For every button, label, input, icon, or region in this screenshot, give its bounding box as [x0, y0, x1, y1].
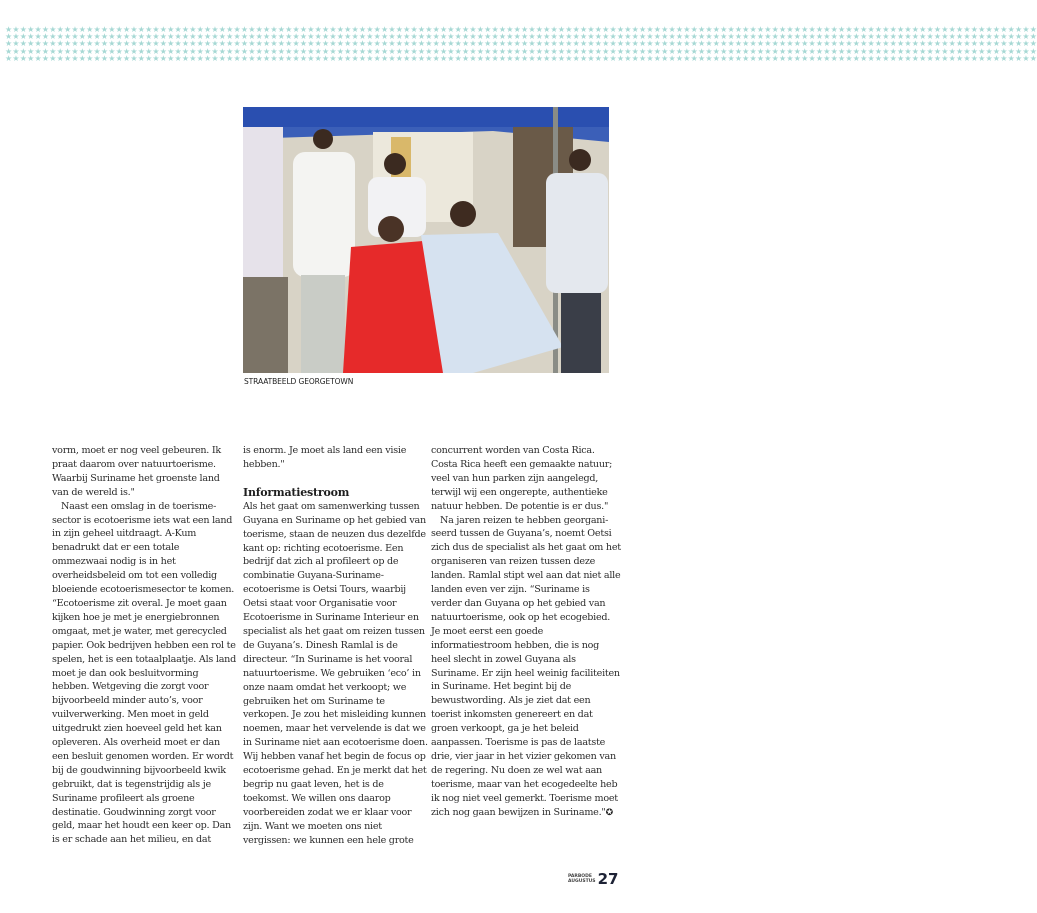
- paragraph: is enorm. Je moet als land een visie hebben.": [243, 445, 407, 470]
- paragraph: concurrent worden van Costa Rica. Costa Rica heeft een gemaakte natuur; veel van hun parken zijn aangelegd, terwijl wij een ongerepte, authentieke natuur hebben. De potentie is er dus.": [431, 445, 613, 512]
- end-of-article-icon: ✪: [605, 807, 613, 818]
- magazine-issue: AUGUSTUS: [568, 879, 596, 884]
- article-column-2: [243, 444, 428, 847]
- star-row: ★★★★★★★★★★★★★★★★★★★★★★★★★★★★★★★★★★★★★★★★★★★★★★★★★★★★★★★★★★★★★★★★★★★★★★★★★★★★★★★★★★★★★★★★★★★★★★★★★★★★★★★★★★★★★★★★★★★★★★★★★★★★★★★★★★★★★★★★★★★★: [5, 53, 1037, 63]
- star-row: ★★★★★★★★★★★★★★★★★★★★★★★★★★★★★★★★★★★★★★★★★★★★★★★★★★★★★★★★★★★★★★★★★★★★★★★★★★★★★★★★★★★★★★★★★★★★★★★★★★★★★★★★★★★★★★★★★★★★★★★★★★★★★★★★★★★★★★★★★★★★: [5, 39, 1037, 49]
- paragraph: [431, 514, 621, 821]
- section-heading: Informatiestroom: [243, 485, 350, 499]
- magazine-name: [568, 874, 596, 884]
- paragraph: Naast een omslag in de toerismesector is ecotoerisme iets wat een land in zijn geheel uitdraagt. A-Kum benadrukt dat er een totale ommezwaai nodig is in het overheidsbeleid om tot een volledig bloeiende ecotoerismesector te komen. “Ecotoerisme zit overal. Je moet gaan kijken hoe je met je energiebronnen omgaat, met je water, met gerecycled papier. Ook bedrijven hebben een rol te spelen, het is een totaalplaatje. Als land moet je dan ook besluitvorming hebben. Wetgeving die zorgt voor bijvoorbeeld minder auto’s, voor vuilverwerking. Men moet in geld uitgedrukt zien hoeveel geld het kan opleveren. Als overheid moet er dan een besluit genomen worden. Er wordt bij de goudwinning bijvoorbeeld kwik gebruikt, dat is tegenstrijdig als je Suriname profileert als groene destinatie. Goudwinning zorgt voor geld, maar het houdt een keer op. Dan is er schade aan het milieu, en dat: [52, 500, 236, 846]
- magazine-title: PARBODE: [568, 874, 592, 879]
- page-number: 27: [597, 870, 619, 888]
- star-row: ★★★★★★★★★★★★★★★★★★★★★★★★★★★★★★★★★★★★★★★★★★★★★★★★★★★★★★★★★★★★★★★★★★★★★★★★★★★★★★★★★★★★★★★★★★★★★★★★★★★★★★★★★★★★★★★★★★★★★★★★★★★★★★★★★★★★★★★★★★★★: [5, 46, 1037, 56]
- article-column-1: [52, 444, 237, 847]
- star-row: ★★★★★★★★★★★★★★★★★★★★★★★★★★★★★★★★★★★★★★★★★★★★★★★★★★★★★★★★★★★★★★★★★★★★★★★★★★★★★★★★★★★★★★★★★★★★★★★★★★★★★★★★★★★★★★★★★★★★★★★★★★★★★★★★★★★★★★★★★★★★: [5, 25, 1037, 34]
- paragraph: Als het gaat om samenwerking tussen Guyana en Suriname op het gebied van toerisme, staan de neuzen dus dezelfde kant op: richting ecotoerisme. Een bedrijf dat zich al profileert op de combinatie Guyana-Suriname-ecotoerisme is Oetsi Tours, waarbij Oetsi staat voor Organisatie voor Ecotoerisme in Suriname Interieur en specialist als het gaat om reizen tussen de Guyana’s. Dinesh Ramlal is de directeur. “In Suriname is het vooral natuurtoerisme. We gebruiken ‘eco’ in onze naam omdat het verkoopt; we gebruiken het om Suriname te verkopen. Je zou het misleiding kunnen noemen, maar het vervelende is dat we in Suriname niet aan ecotoerisme doen. Wij hebben vanaf het begin de focus op ecotoerisme gehad. En je merkt dat het begrip nu gaat leven, het is de toekomst. We willen ons daarop voorbereiden zodat we er klaar voor zijn. Want we moeten ons niet vergissen: we kunnen een hele grote: [243, 500, 428, 846]
- article-column-3: [431, 444, 621, 820]
- photo-illustration: [243, 107, 609, 373]
- page-footer: [568, 870, 618, 888]
- article-photo: [243, 107, 609, 373]
- paragraph-text: Na jaren reizen te hebben georganiseerd tussen de Guyana’s, noemt Oetsi zich dus de specialist als het gaat om het organiseren van reizen tussen deze landen. Ramlal stipt wel aan dat niet alle landen even ver zijn. “Suriname is verder dan Guyana op het gebied van natuurtoerisme, ook op het ecogebied. Je moet eerst een goede informatiestroom hebben, die is nog heel slecht in zowel Guyana als Suriname. Er zijn heel weinig faciliteiten in Suriname. Het begint bij de bewustwording. Als je ziet dat een toerist inkomsten genereert en dat groen verkoopt, ga je het beleid aanpassen. Toerisme is pas de laatste drie, vier jaar in het vizier gekomen van de regering. Nu doen ze wel wat aan toerisme, maar van het ecogedeelte heb ik nog niet veel gemerkt. Toerisme moet zich nog gaan bewijzen in Suriname.": [431, 514, 621, 818]
- photo-caption: STRAATBEELD GEORGETOWN: [244, 377, 354, 386]
- paragraph: vorm, moet er nog veel gebeuren. Ik praat daarom over natuurtoerisme. Waarbij Suriname het groenste land van de wereld is.": [52, 445, 221, 498]
- star-row: ★★★★★★★★★★★★★★★★★★★★★★★★★★★★★★★★★★★★★★★★★★★★★★★★★★★★★★★★★★★★★★★★★★★★★★★★★★★★★★★★★★★★★★★★★★★★★★★★★★★★★★★★★★★★★★★★★★★★★★★★★★★★★★★★★★★★★★★★★★★★: [5, 32, 1037, 42]
- decorative-star-band: [5, 25, 1037, 63]
